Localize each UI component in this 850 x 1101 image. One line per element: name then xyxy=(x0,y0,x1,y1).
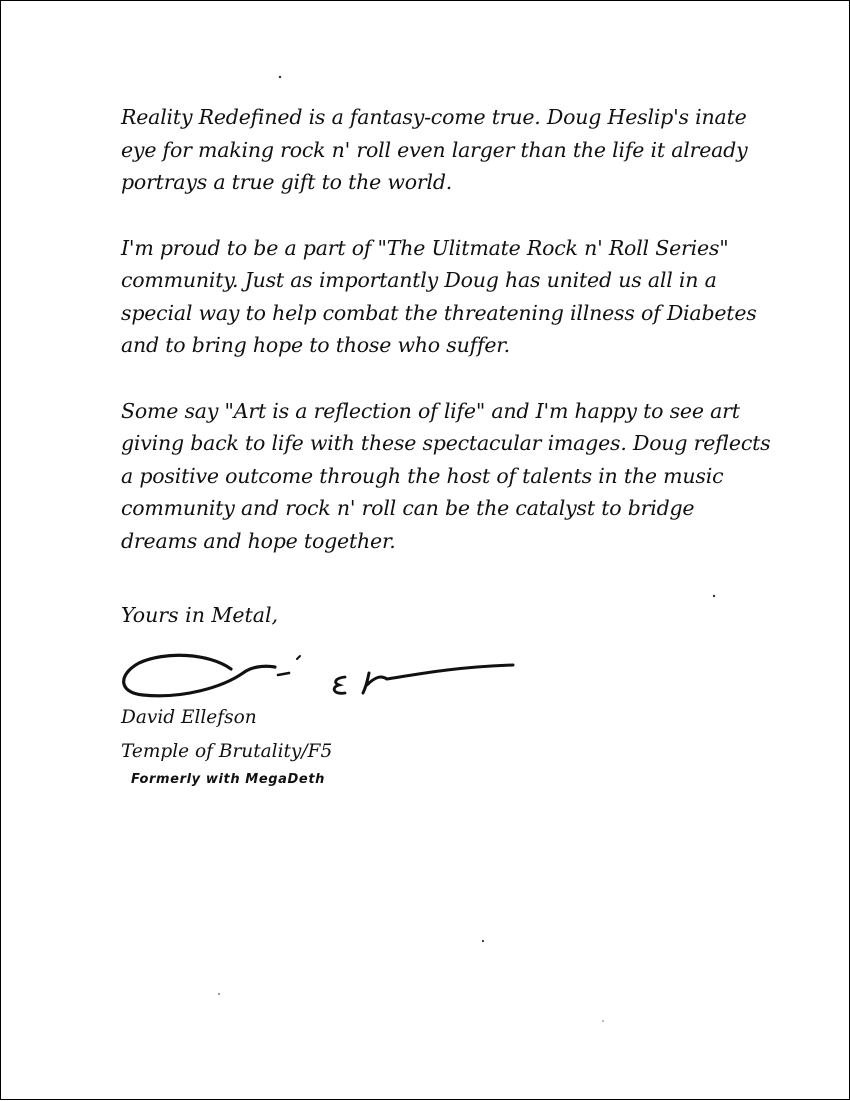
signature-e-stroke xyxy=(334,677,345,693)
paragraph-line: giving back to life with these spectacular images. Doug reflects xyxy=(121,431,771,455)
paragraph-line: Reality Redefined is a fantasy-come true. Doug Heslip's inate xyxy=(121,105,747,129)
scan-speck xyxy=(602,1020,604,1022)
paragraph-line: I'm proud to be a part of "The Ulitmate Rock n' Roll Series" xyxy=(121,235,729,260)
paragraph-line: community. Just as importantly Doug has united us all in a xyxy=(121,268,717,292)
signer-name: David Ellefson xyxy=(121,707,257,728)
paragraph-line: a positive outcome through the host of talents in the music xyxy=(121,463,724,488)
signature-loop-stroke xyxy=(124,655,275,695)
paragraph-1 xyxy=(121,101,761,199)
paragraph-line: portrays a true gift to the world. xyxy=(121,170,453,194)
closing-salutation: Yours in Metal, xyxy=(121,603,279,627)
paragraph-line: Some say "Art is a reflection of life" and I'm happy to see art xyxy=(121,398,740,423)
signature-tick-stroke xyxy=(297,656,300,659)
signer-band: Temple of Brutality/F5 xyxy=(121,741,333,762)
paragraph-3 xyxy=(121,395,771,558)
signer-former-band: Formerly with MegaDeth xyxy=(131,772,326,787)
scan-speck xyxy=(218,993,220,995)
paragraph-line: special way to help combat the threatening illness of Diabetes xyxy=(121,300,757,325)
scan-speck xyxy=(279,76,281,78)
paragraph-line: eye for making rock n' roll even larger than the life it already xyxy=(121,137,748,162)
signature-long-stroke xyxy=(363,665,513,693)
signature-dash-stroke xyxy=(278,673,289,675)
scan-speck xyxy=(713,595,715,597)
paragraph-line: dreams and hope together. xyxy=(121,528,396,553)
letter-body xyxy=(121,101,771,590)
paragraph-2 xyxy=(121,232,761,362)
paragraph-line: community and rock n' roll can be the catalyst to bridge xyxy=(121,496,695,520)
scan-speck xyxy=(482,940,484,942)
handwritten-signature xyxy=(113,645,533,709)
paragraph-line: and to bring hope to those who suffer. xyxy=(121,333,510,357)
